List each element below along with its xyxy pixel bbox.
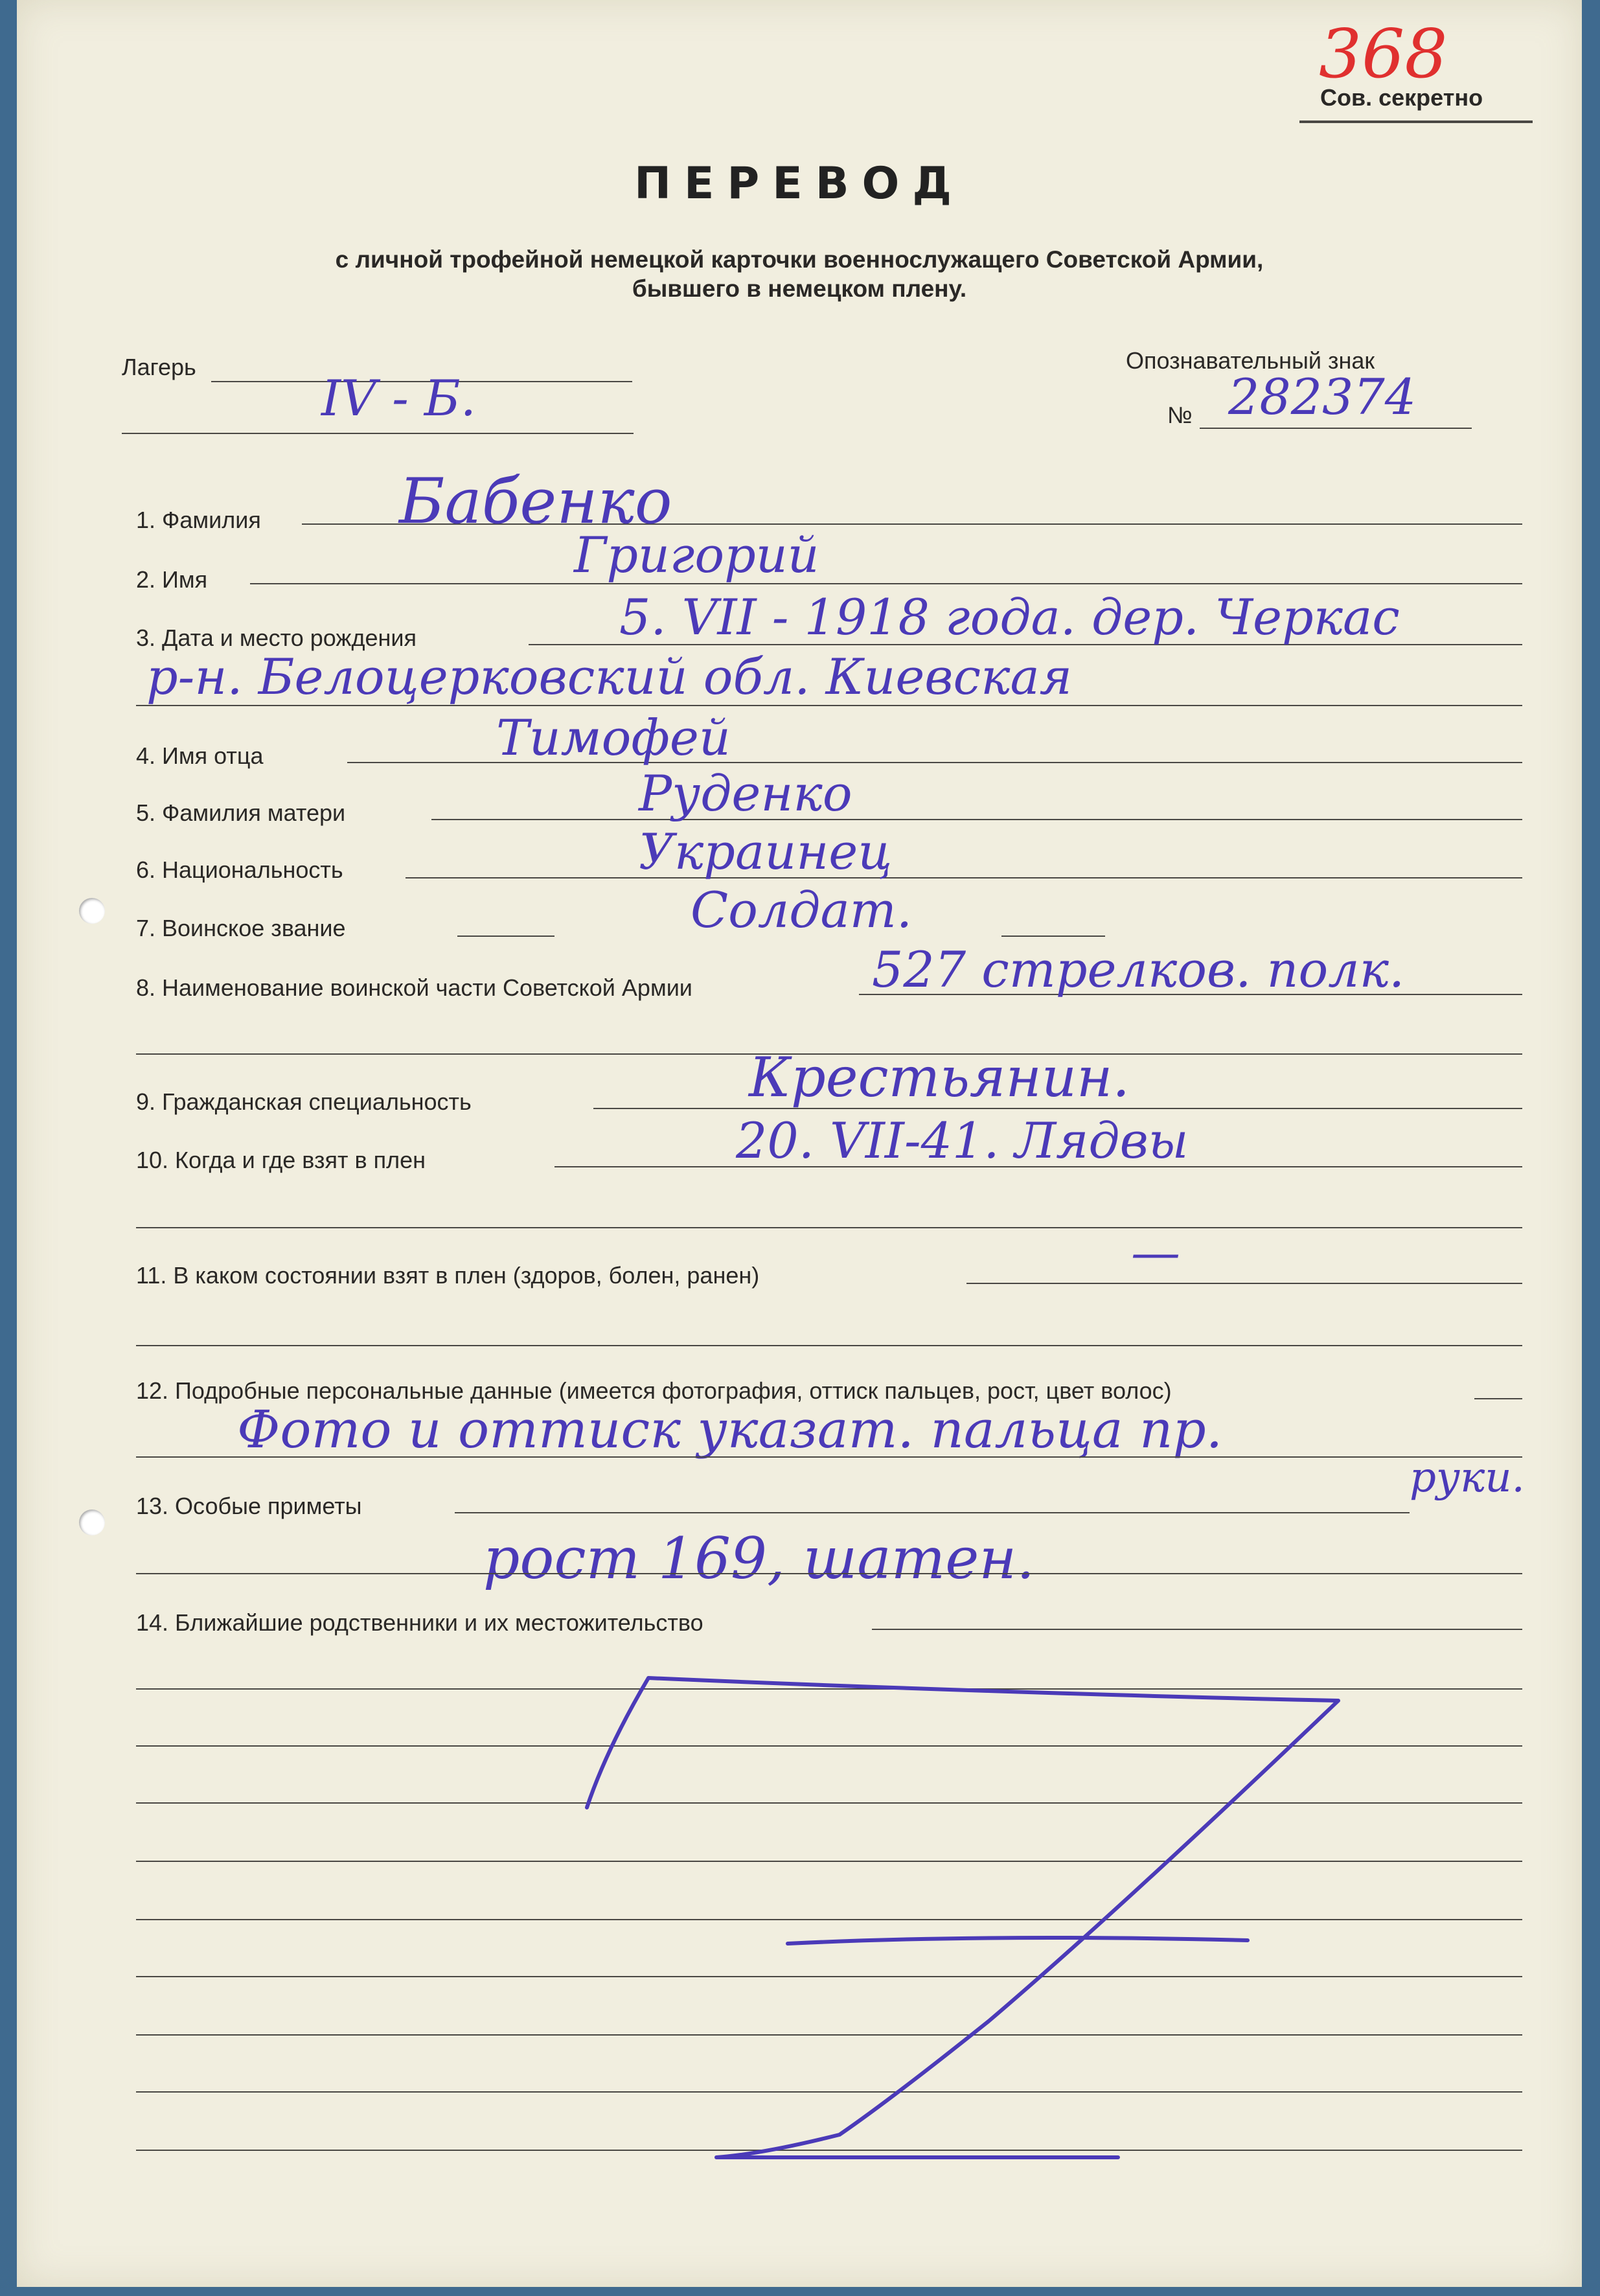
document-sheet [17,0,1582,2287]
punch-hole-bottom [79,1510,105,1535]
field-5-label: 5. Фамилия матери [136,799,346,826]
field-7-label: 7. Воинское звание [136,915,346,941]
field-9-value: Крестьянин. [749,1046,1130,1109]
field-8-value: 527 стрелков. полк. [872,941,1405,998]
field-3-value: 5. VII - 1918 года. дер. Черкас [619,588,1400,646]
id-tag-no-label: № [1167,402,1193,428]
field-14-label: 14. Ближайшие родственники и их местожительство [136,1609,703,1636]
archive-number: 368 [1319,14,1448,93]
punch-hole-top [79,898,105,924]
field-11-label: 11. В каком состоянии взят в плен (здоров, болен, ранен) [136,1262,760,1289]
field-4-label: 4. Имя отца [136,742,264,769]
camp-label: Лагерь [122,354,196,380]
field-13-label: 13. Особые приметы [136,1493,362,1519]
id-tag-label: Опознавательный знак [1126,347,1375,374]
field-12-value-2: руки. [1410,1454,1525,1502]
document-title: ПЕРЕВОД [634,158,965,209]
field-5-value: Руденко [639,764,852,822]
field-12-value: Фото и оттиск указат. пальца пр. [237,1399,1223,1460]
field-3-value-2: р-н. Белоцерковский обл. Киевская [146,648,1073,706]
field-7-value: Солдат. [691,881,912,939]
field-12-label: 12. Подробные персональные данные (имеется фотография, оттиск пальцев, рост, цвет волос) [136,1377,1172,1404]
field-2-value: Григорий [574,526,819,584]
field-1-label: 1. Фамилия [136,507,261,533]
field-11-value: — [1131,1223,1180,1281]
id-tag-value: 282374 [1228,368,1417,426]
cancellation-z-mark [17,0,1582,2287]
field-9-label: 9. Гражданская специальность [136,1088,472,1115]
field-13-value: рост 169, шатен. [483,1525,1035,1592]
field-10-label: 10. Когда и где взят в плен [136,1147,426,1173]
field-8-label: 8. Наименование воинской части Советской Армии [136,974,692,1001]
classification-stamp: Сов. секретно [1320,84,1483,111]
subtitle-line-1: с личной трофейной немецкой карточки военнослужащего Советской Армии, [335,246,1264,273]
field-10-value: 20. VII-41. Лядвы [736,1112,1189,1169]
field-6-label: 6. Национальность [136,856,343,883]
field-3-label: 3. Дата и место рождения [136,625,417,651]
field-4-value: Тимофей [496,709,731,766]
field-6-value: Украинец [639,823,893,880]
field-1-value: Бабенко [399,465,672,538]
field-2-label: 2. Имя [136,566,208,593]
camp-value: IV - Б. [321,369,476,427]
subtitle-line-2: бывшего в немецком плену. [632,275,967,302]
